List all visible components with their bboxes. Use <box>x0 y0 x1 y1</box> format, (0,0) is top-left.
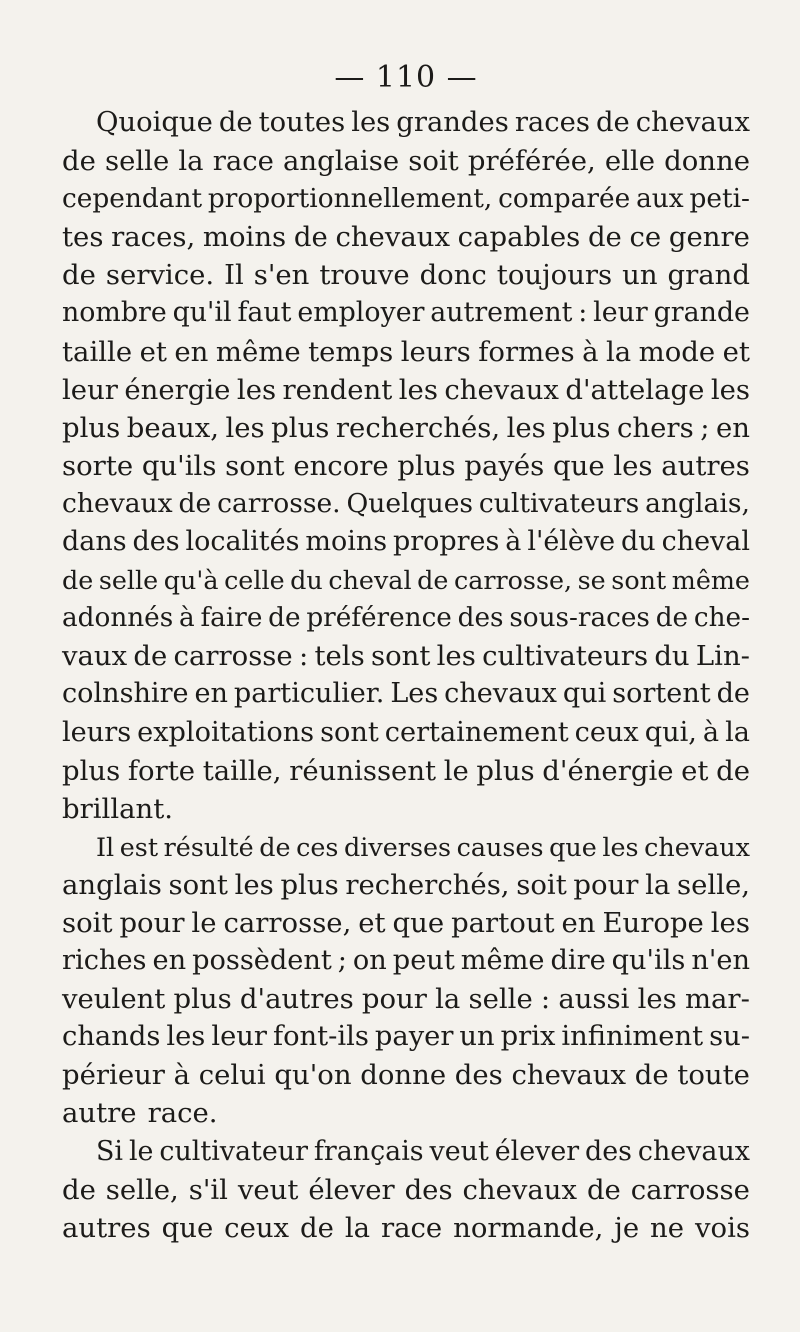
word: ce <box>629 221 662 254</box>
word: payer <box>374 1021 454 1053</box>
word: peti- <box>689 184 750 215</box>
word: : <box>540 983 551 1016</box>
word: soit <box>408 145 459 178</box>
word: de <box>300 1211 334 1244</box>
word: du <box>621 526 656 558</box>
word: race <box>380 1211 443 1244</box>
word: chevaux <box>635 107 750 138</box>
word: autres <box>661 449 750 482</box>
word: la <box>725 716 750 748</box>
word: sous-races <box>509 603 650 634</box>
text-line <box>62 675 750 713</box>
word: les <box>710 373 750 406</box>
word: sont <box>611 565 667 596</box>
word: s'en <box>253 259 310 292</box>
word: des <box>404 1173 453 1206</box>
word: les <box>236 373 277 406</box>
word: veulent <box>62 983 166 1016</box>
word: plus <box>476 754 535 787</box>
word: forte <box>127 754 196 787</box>
word: brillant. <box>62 792 174 825</box>
word: carrosse <box>173 640 293 673</box>
word: pour <box>119 906 185 939</box>
word: colnshire <box>62 678 189 710</box>
word: cultivateurs <box>478 487 640 519</box>
word: réunissent <box>289 754 437 787</box>
word: qu'à <box>163 565 219 596</box>
word: localités <box>185 526 300 558</box>
word: de <box>259 831 291 862</box>
word: à <box>179 603 195 634</box>
word: aussi <box>558 983 630 1016</box>
word: Il <box>96 831 115 862</box>
word: Quelques <box>346 487 474 519</box>
word: la <box>605 335 632 368</box>
word: même <box>215 335 301 368</box>
word: l'élève <box>527 526 616 558</box>
text-line <box>62 714 750 752</box>
word: les <box>637 983 677 1016</box>
word: de <box>62 145 96 178</box>
word: taille <box>62 335 133 368</box>
word: qu'ils <box>611 945 686 977</box>
word: tes <box>62 221 104 254</box>
word: et <box>681 754 709 787</box>
word: propres <box>392 526 500 558</box>
word: d'attelage <box>565 373 705 406</box>
text-line <box>62 371 750 409</box>
word: plus <box>62 411 121 444</box>
word: grandes <box>396 107 509 138</box>
word: nombre <box>62 297 167 329</box>
text-line <box>62 485 750 523</box>
text-line <box>62 1094 750 1132</box>
word: de <box>716 678 750 710</box>
word: sorte <box>62 449 134 482</box>
word: donne <box>360 1059 447 1092</box>
word: d'énergie <box>542 754 674 787</box>
word: chevaux <box>511 1059 627 1092</box>
paragraph <box>62 104 750 828</box>
word: les <box>234 868 274 901</box>
word: à <box>702 716 720 748</box>
word: les <box>436 640 476 673</box>
word: selle <box>105 145 170 178</box>
word: race <box>212 145 274 178</box>
word: selle, <box>677 868 750 901</box>
word: ; <box>337 945 347 977</box>
word: grand <box>667 259 750 292</box>
word: que <box>549 831 597 862</box>
word: races <box>514 107 590 138</box>
word: carrosse, <box>454 565 573 596</box>
word: que <box>392 906 445 939</box>
text-line <box>62 1171 750 1209</box>
text-line <box>62 1133 750 1171</box>
word: anglais <box>62 868 162 901</box>
text-line <box>62 980 750 1018</box>
word: mar- <box>684 983 750 1016</box>
word: les <box>602 831 639 862</box>
word: à <box>505 526 522 558</box>
word: leurs <box>400 335 471 368</box>
word: autrement <box>430 297 573 329</box>
word: certainement <box>384 716 569 748</box>
word: rendent <box>282 373 393 406</box>
word: grande <box>653 297 750 329</box>
word: de <box>293 221 328 254</box>
word: français <box>313 1135 424 1167</box>
word: payés <box>464 449 545 482</box>
word: anglais, <box>645 487 750 519</box>
word: carrosse <box>630 1173 750 1206</box>
word: ces <box>296 831 339 862</box>
word: diverses <box>344 831 452 862</box>
word: les <box>506 411 546 444</box>
word: cheval <box>661 526 750 558</box>
word: qu'ils <box>141 449 217 482</box>
word: partout <box>451 906 555 939</box>
word: les <box>613 449 653 482</box>
word: les <box>225 411 265 444</box>
word: s'il <box>188 1173 228 1206</box>
text-line <box>62 942 750 980</box>
text-line <box>62 828 750 866</box>
word: anglaise <box>283 145 400 178</box>
word: leur <box>593 297 648 329</box>
word: faut <box>237 297 292 329</box>
text-line <box>62 752 750 790</box>
word: capables <box>457 221 581 254</box>
word: de <box>417 565 449 596</box>
word: toute <box>677 1059 750 1092</box>
word: sortent <box>612 678 711 710</box>
text-line <box>62 637 750 675</box>
word: sont <box>370 640 431 673</box>
word: de <box>634 1059 669 1092</box>
word: un <box>459 1021 495 1053</box>
word: on <box>352 945 387 977</box>
word: qui, <box>644 716 697 748</box>
word: Lin- <box>695 640 750 673</box>
text-line <box>62 1209 750 1247</box>
text-line <box>62 523 750 561</box>
word: de <box>62 565 94 596</box>
word: che- <box>693 603 750 634</box>
word: dans <box>62 526 127 558</box>
word: chevaux <box>444 678 557 710</box>
word: énergie <box>124 373 231 406</box>
word: leur <box>62 373 118 406</box>
word: de <box>133 640 168 673</box>
word: race. <box>147 1097 218 1130</box>
word: périeur <box>62 1059 165 1092</box>
word: la <box>344 1211 371 1244</box>
word: et <box>358 906 386 939</box>
word: des <box>457 603 504 634</box>
word: les <box>710 906 750 939</box>
word: de <box>716 754 750 787</box>
text-line <box>62 561 750 599</box>
word: chands <box>62 1021 161 1053</box>
word: des <box>585 1135 632 1167</box>
word: à <box>173 1059 191 1092</box>
word: temps <box>308 335 394 368</box>
word: de <box>595 107 630 138</box>
word: des <box>132 526 180 558</box>
word: et <box>139 335 167 368</box>
word: plus <box>552 411 611 444</box>
word: de <box>268 603 301 634</box>
word: de <box>586 1173 621 1206</box>
word: encore <box>293 449 389 482</box>
word: mode <box>638 335 716 368</box>
word: celui <box>198 1059 266 1092</box>
word: soit <box>62 906 113 939</box>
word: plus <box>62 754 121 787</box>
text-line <box>62 790 750 828</box>
text-line <box>62 218 750 256</box>
word: préférée, <box>467 145 596 178</box>
word: de <box>178 487 212 519</box>
word: chevaux <box>644 831 750 862</box>
word: cheval <box>328 565 412 596</box>
word: un <box>622 259 658 292</box>
word: cultivateur <box>159 1135 308 1167</box>
word: vois <box>694 1211 750 1244</box>
word: la <box>645 868 671 901</box>
word: que <box>553 449 605 482</box>
text-line <box>62 866 750 904</box>
word: adonnés <box>62 603 174 634</box>
word: exploitations <box>137 716 315 748</box>
word: selle <box>98 565 159 596</box>
word: veut <box>429 1135 489 1167</box>
word: d'autres <box>239 983 354 1016</box>
word: en <box>715 411 750 444</box>
word: proportionnellement, <box>207 184 493 215</box>
word: préférence <box>306 603 452 634</box>
text-line <box>62 180 750 218</box>
word: chevaux <box>444 373 559 406</box>
word: : <box>298 640 309 673</box>
word: carrosse. <box>217 487 341 519</box>
text-line <box>62 409 750 447</box>
word: sont <box>320 716 379 748</box>
word: chevaux <box>462 1173 578 1206</box>
word: chers <box>617 411 694 444</box>
word: les <box>351 107 391 138</box>
word: se <box>577 565 606 596</box>
word: plus <box>271 411 330 444</box>
word: élever <box>494 1135 580 1167</box>
word: du <box>290 565 323 596</box>
paragraph <box>62 828 750 1133</box>
text-line <box>62 294 750 332</box>
word: de <box>218 107 253 138</box>
word: formes <box>478 335 575 368</box>
word: Il <box>224 259 244 292</box>
word: en <box>194 678 228 710</box>
word: n'en <box>691 945 750 977</box>
word: ne <box>650 1211 685 1244</box>
word: sont <box>225 449 285 482</box>
text-line <box>62 1018 750 1056</box>
word: font-ils <box>272 1021 369 1053</box>
word: chevaux <box>62 487 173 519</box>
word: toujours <box>496 259 613 292</box>
word: Les <box>390 678 439 710</box>
word: faire <box>200 603 263 634</box>
word: normande, <box>453 1211 604 1244</box>
word: le <box>191 906 217 939</box>
word: taille, <box>202 754 282 787</box>
word: recherchés, <box>335 411 501 444</box>
word: sont <box>168 868 228 901</box>
word: comparée <box>498 184 631 215</box>
word: causes <box>456 831 544 862</box>
word: chevaux <box>637 1135 750 1167</box>
word: la <box>178 145 204 178</box>
text-line <box>62 599 750 637</box>
word: donne <box>664 145 750 178</box>
word: service. <box>105 259 215 292</box>
word: peut <box>392 945 455 977</box>
word: aux <box>636 184 684 215</box>
word: Europe <box>602 906 704 939</box>
word: ceux <box>574 716 639 748</box>
word: recherchés, <box>345 868 510 901</box>
text-line <box>62 447 750 485</box>
paragraph <box>62 1133 750 1247</box>
word: en <box>174 335 209 368</box>
text-line <box>62 1056 750 1094</box>
word: plus <box>397 449 456 482</box>
word: employer <box>297 297 425 329</box>
word: prix <box>500 1021 556 1053</box>
page-number: — 110 — <box>334 60 478 95</box>
word: le <box>443 754 469 787</box>
word: autres <box>62 1211 151 1244</box>
word: plus <box>280 868 339 901</box>
word: Si <box>96 1135 124 1167</box>
word: plus <box>173 983 232 1016</box>
text-line <box>62 256 750 294</box>
word: de <box>62 1173 96 1206</box>
word: soit <box>516 868 567 901</box>
word: est <box>119 831 159 862</box>
word: et <box>722 335 750 368</box>
word: selle, <box>105 1173 179 1206</box>
word: que <box>161 1211 214 1244</box>
word: des <box>454 1059 503 1092</box>
word: : <box>578 297 588 329</box>
word: particulier. <box>233 678 385 710</box>
word: même <box>460 945 545 977</box>
word: trouve <box>319 259 410 292</box>
word: résulté <box>163 831 254 862</box>
word: les <box>166 1021 206 1053</box>
word: beaux, <box>126 411 219 444</box>
word: leurs <box>62 716 132 748</box>
word: qu'il <box>172 297 232 329</box>
word: leur <box>211 1021 267 1053</box>
word: moins <box>305 526 388 558</box>
word: vaux <box>62 640 128 673</box>
word: ; <box>700 411 710 444</box>
word: en <box>561 906 596 939</box>
word: ceux <box>224 1211 290 1244</box>
word: qui <box>562 678 607 710</box>
word: même <box>671 565 750 596</box>
word: elle <box>604 145 656 178</box>
word: possèdent <box>192 945 332 977</box>
word: selle <box>468 983 533 1016</box>
word: autre <box>62 1097 137 1130</box>
word: veut <box>237 1173 299 1206</box>
word: pour <box>361 983 427 1016</box>
word: cultivateurs <box>482 640 649 673</box>
word: donc <box>419 259 487 292</box>
text-line <box>62 904 750 942</box>
word: les <box>398 373 438 406</box>
word: de <box>62 259 96 292</box>
word: du <box>654 640 690 673</box>
word: carrosse, <box>223 906 352 939</box>
word: en <box>152 945 187 977</box>
word: celle <box>224 565 285 596</box>
word: de <box>655 603 689 634</box>
text-line <box>62 142 750 180</box>
word: su- <box>709 1021 750 1053</box>
word: races, <box>111 221 196 254</box>
word: dire <box>550 945 606 977</box>
word: riches <box>62 945 147 977</box>
word: chevaux <box>335 221 450 254</box>
text-line <box>62 333 750 371</box>
word: cependant <box>62 184 203 215</box>
word: moins <box>202 221 287 254</box>
word: toutes <box>258 107 346 138</box>
word: genre <box>668 221 750 254</box>
word: le <box>128 1135 154 1167</box>
word: qu'on <box>274 1059 352 1092</box>
text-line <box>62 104 750 142</box>
word: pour <box>573 868 639 901</box>
word: élever <box>308 1173 395 1206</box>
word: infiniment <box>561 1021 704 1053</box>
word: je <box>614 1211 640 1244</box>
word: Quoique <box>96 107 213 138</box>
word: la <box>435 983 461 1016</box>
word: à <box>582 335 599 368</box>
word: de <box>587 221 622 254</box>
word: tels <box>314 640 365 673</box>
body-text <box>62 104 750 1247</box>
